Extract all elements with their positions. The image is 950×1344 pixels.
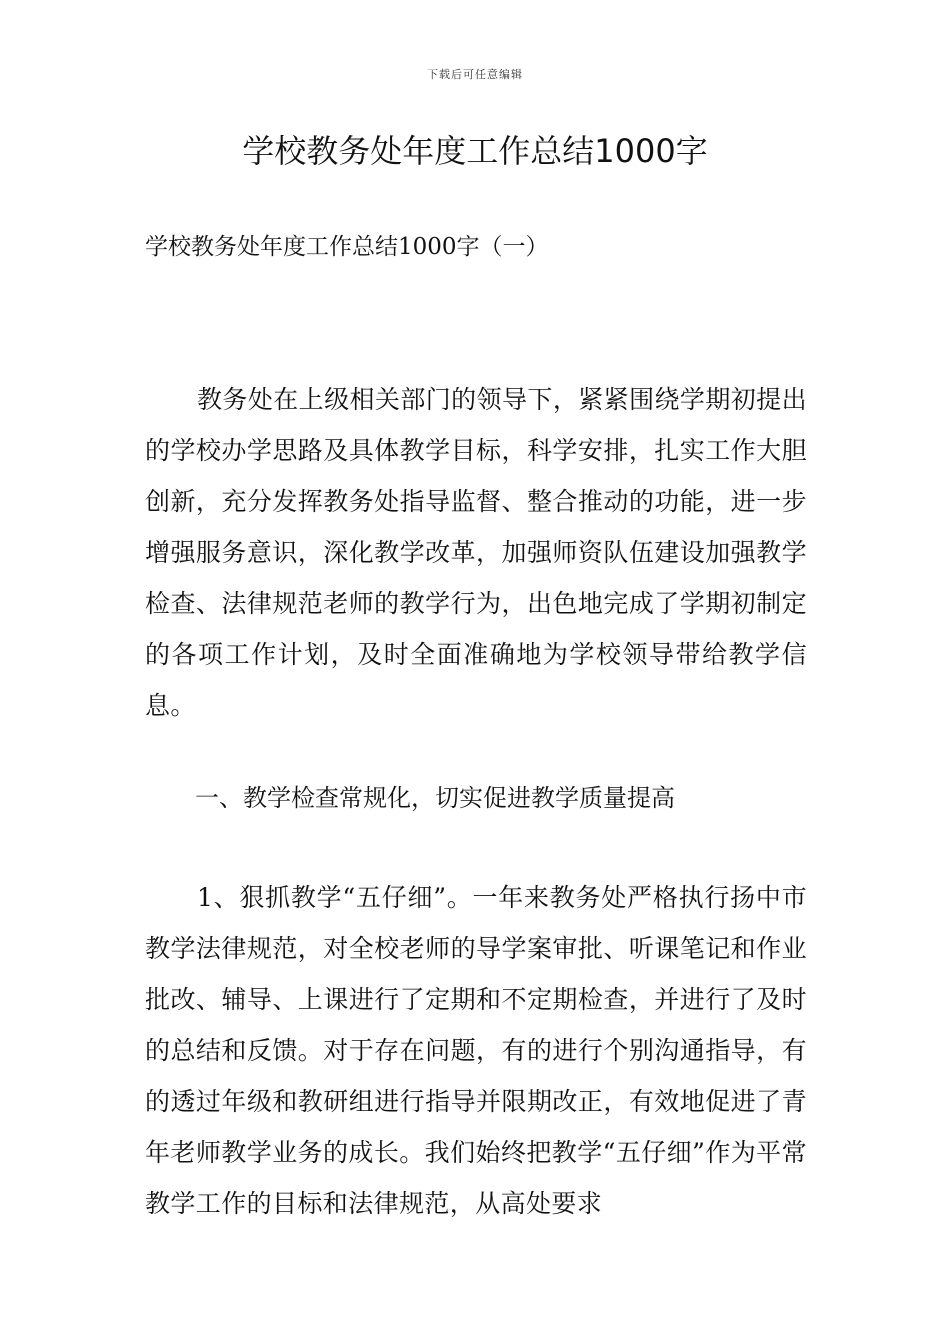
document-title: 学校教务处年度工作总结1000字 — [242, 132, 708, 170]
section-paragraph: 1、狠抓教学“五仔细”。一年来教务处严格执行扬中市教学法律规范，对全校老师的导学案审批、听课笔记和作业批改、辅导、上课进行了定期和不定期检查，并进行了及时的总结和反馈。对于存在问题，有的进行个别沟通指导，有的透过年级和教研组进行指导并限期改正，有效地促进了青年老师教学业务的成长。我们始终把教学“五仔细”作为平常教学工作的目标和法律规范，从高处要求 — [145, 883, 807, 1218]
intro-paragraph: 教务处在上级相关部门的领导下，紧紧围绕学期初提出的学校办学思路及具体教学目标，科学安排，扎实工作大胆创新，充分发挥教务处指导监督、整合推动的功能，进一步增强服务意识，深化教学改革，加强师资队伍建设加强教学检查、法律规范老师的教学行为，出色地完成了学期初制定的各项工作计划，及时全面准确地为学校领导带给教学信息。 — [145, 385, 807, 720]
section-heading: 一、教学检查常规化，切实促进教学质量提高 — [195, 784, 675, 812]
header-note: 下载后可任意编辑 — [427, 68, 523, 81]
document-subtitle: 学校教务处年度工作总结1000字（一） — [145, 234, 549, 260]
